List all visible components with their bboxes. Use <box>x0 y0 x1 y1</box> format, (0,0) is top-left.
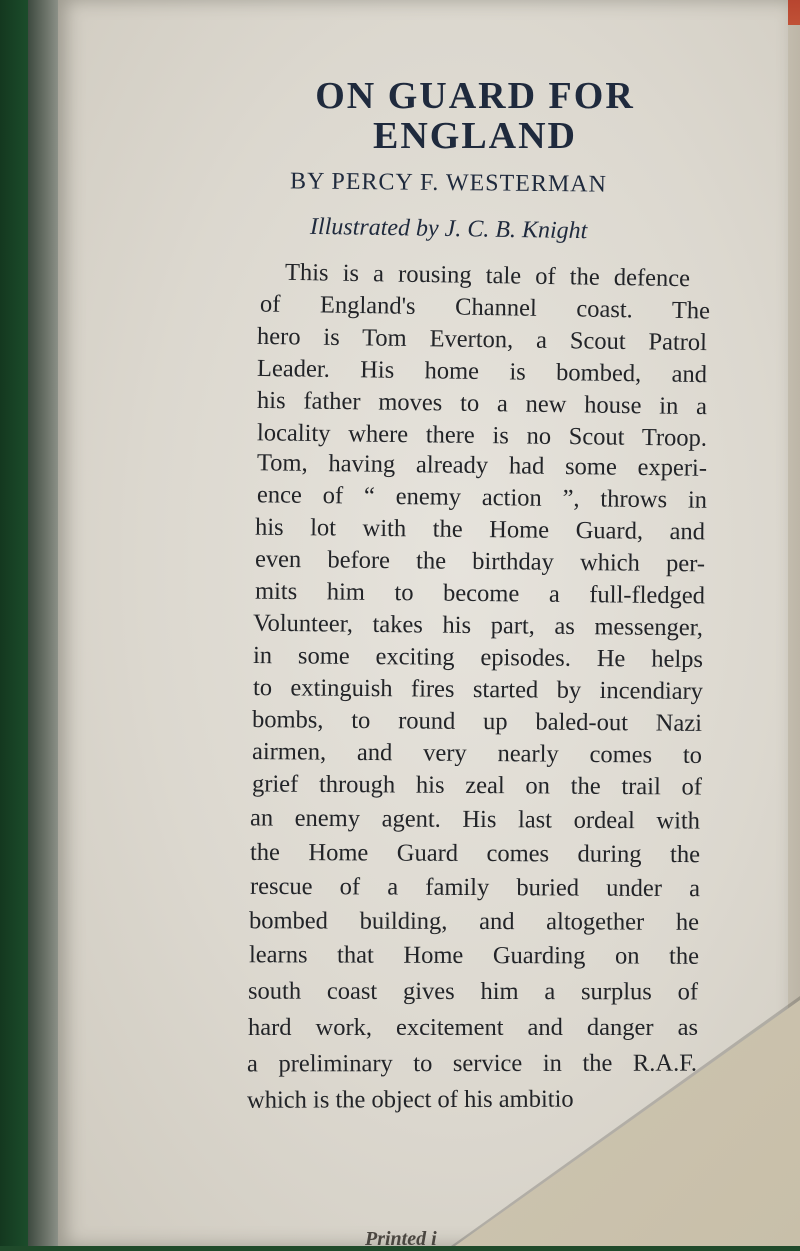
book-title-line-2: ENGLAND <box>372 115 578 157</box>
blurb-line: south coast gives him a surplus of <box>247 977 699 1006</box>
illustrator-credit: Illustrated by J. C. B. Knight <box>309 213 588 245</box>
blurb-line: hero is Tom Everton, a Scout Patrol <box>256 322 708 357</box>
blurb-line: rescue of a family buried under a <box>249 872 701 903</box>
blurb-line: hard work, excitement and danger as <box>248 1014 698 1041</box>
blurb-line: grief through his zeal on the trail of <box>251 770 703 801</box>
blurb-line: learns that Home Guarding on the <box>248 941 700 970</box>
blurb-line: his lot with the Home Guard, and <box>254 513 706 546</box>
blurb-line: an enemy agent. His last ordeal with <box>249 804 701 835</box>
blurb-line: mits him to become a full-fledged <box>254 577 706 610</box>
blurb-line: of England's Channel coast. The <box>259 290 711 325</box>
blurb-line: the Home Guard comes during the <box>249 838 701 869</box>
blurb-line: bombed building, and altogether he <box>248 907 700 936</box>
blurb-line: bombs, to round up baled-out Nazi <box>251 706 703 737</box>
blurb-line: in some exciting episodes. He helps <box>252 642 704 673</box>
blurb-line: a preliminary to service in the R.A.F. <box>246 1049 698 1078</box>
blurb-line: Tom, having already had some experi- <box>256 449 708 482</box>
blurb-line: to extinguish fires started by incendiary <box>252 674 704 705</box>
book-title-line-1: ON GUARD FOR <box>315 75 635 117</box>
blurb-line: airmen, and very nearly comes to <box>251 738 703 769</box>
author-byline: BY PERCY F. WESTERMAN <box>289 168 608 198</box>
blurb-line: This is a rousing tale of the defence <box>284 258 691 293</box>
blurb-line: which is the object of his ambitio <box>246 1085 574 1114</box>
blurb-line: Leader. His home is bombed, and <box>256 354 708 389</box>
blurb-line: locality where there is no Scout Troop. <box>256 419 708 452</box>
blurb-line: even before the birthday which per- <box>254 545 706 578</box>
blurb-line: his father moves to a new house in a <box>256 386 708 421</box>
printed-footer-partial: Printed i <box>365 1228 437 1250</box>
blurb-line: ence of “ enemy action ”, throws in <box>256 481 708 514</box>
blurb-line: Volunteer, takes his part, as messenger, <box>252 609 704 642</box>
